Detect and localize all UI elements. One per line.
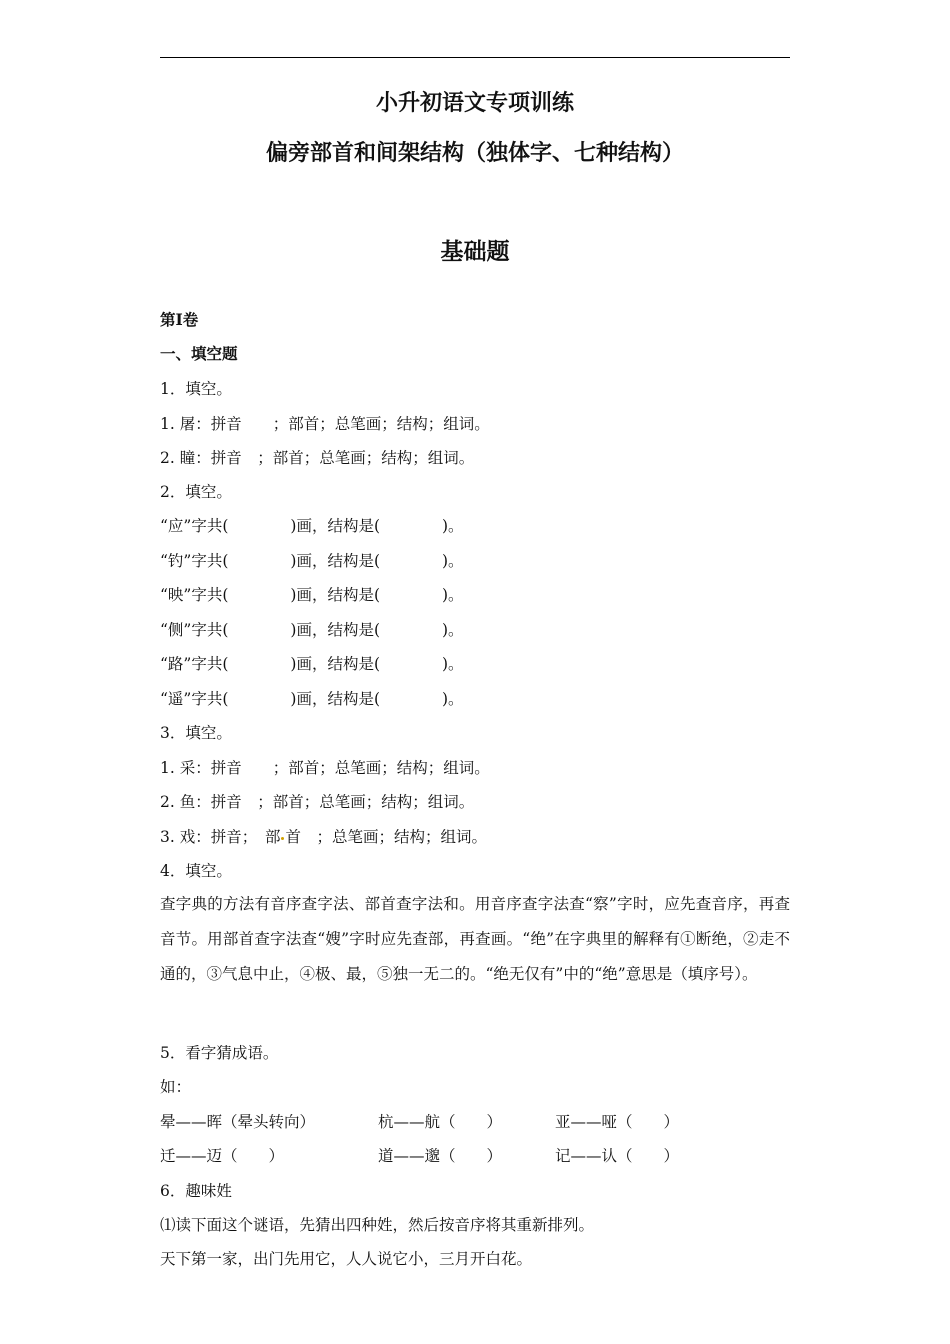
q4-paragraph: 查字典的方法有音序查字法、部首查字法和。用音序查字法查“察”字时，应先查音序，再查音节。用部首查字法查“嫂”字时应先查部，再查画。“绝”在字典里的解释有①断绝，②走不通的，③气息中止，④极、最，⑤独一无二的。“绝无仅有”中的“绝”意思是（填序号）。	[160, 895, 790, 983]
q1-label: 1．填空。	[160, 380, 232, 398]
q6-riddle: 天下第一家，出门先用它，人人说它小，三月开白花。	[160, 1250, 533, 1268]
q5-row1-col3: 亚——哑（ ）	[555, 1113, 680, 1131]
q2-line-2: “钓”字共( )画，结构是( )。	[160, 552, 464, 570]
q3-line-2: 2. 鱼：拼音 ；部首；总笔画；结构；组词。	[160, 793, 475, 811]
q2-line-3: “映”字共( )画，结构是( )。	[160, 586, 464, 604]
q5-row2-col3: 记——认（ ）	[555, 1147, 680, 1165]
q5-row2-col1: 迁——迈（ ）	[160, 1147, 285, 1165]
q5-row1-col1: 晕——晖（晕头转向）	[160, 1113, 316, 1131]
q3-line-1: 1. 采：拼音 ；部首；总笔画；结构；组词。	[160, 759, 490, 777]
level-heading: 基础题	[440, 238, 510, 265]
q5-row1-col2: 杭——航（ ）	[378, 1113, 503, 1131]
q3-label: 3．填空。	[160, 724, 232, 742]
doc-subtitle: 偏旁部首和间架结构（独体字、七种结构）	[265, 140, 684, 166]
q2-label: 2．填空。	[160, 483, 232, 501]
part-heading: 一、填空题	[160, 344, 238, 363]
q3-line-3	[160, 827, 487, 847]
q2-line-5: “路”字共( )画，结构是( )。	[160, 655, 464, 673]
q1-line-2: 2. 瞳：拼音 ；部首；总笔画；结构；组词。	[160, 449, 475, 467]
q2-line-4: “侧”字共( )画，结构是( )。	[160, 621, 464, 639]
q5-row2-col2: 道——邈（ ）	[378, 1147, 503, 1165]
q4-label: 4．填空。	[160, 862, 232, 880]
q3-line-3-part-a: 3. 戏：拼音； 部	[160, 828, 281, 846]
doc-title: 小升初语文专项训练	[375, 90, 574, 116]
q5-example-label: 如：	[160, 1078, 192, 1096]
q6-label: 6．趣味姓	[160, 1182, 232, 1200]
q1-line-1: 1. 屠：拼音 ；部首；总笔画；结构；组词。	[160, 415, 490, 433]
volume-label: 第I卷	[160, 310, 199, 329]
q2-line-6: “遥”字共( )画，结构是( )。	[160, 690, 464, 708]
q3-line-3-part-b: 首 ；总笔画；结构；组词。	[285, 828, 487, 846]
q6-subquestion: ⑴读下面这个谜语，先猜出四种姓，然后按音序将其重新排列。	[160, 1216, 595, 1234]
q5-label: 5．看字猜成语。	[160, 1044, 279, 1062]
header-rule	[160, 57, 790, 58]
q2-line-1: “应”字共( )画，结构是( )。	[160, 517, 464, 535]
